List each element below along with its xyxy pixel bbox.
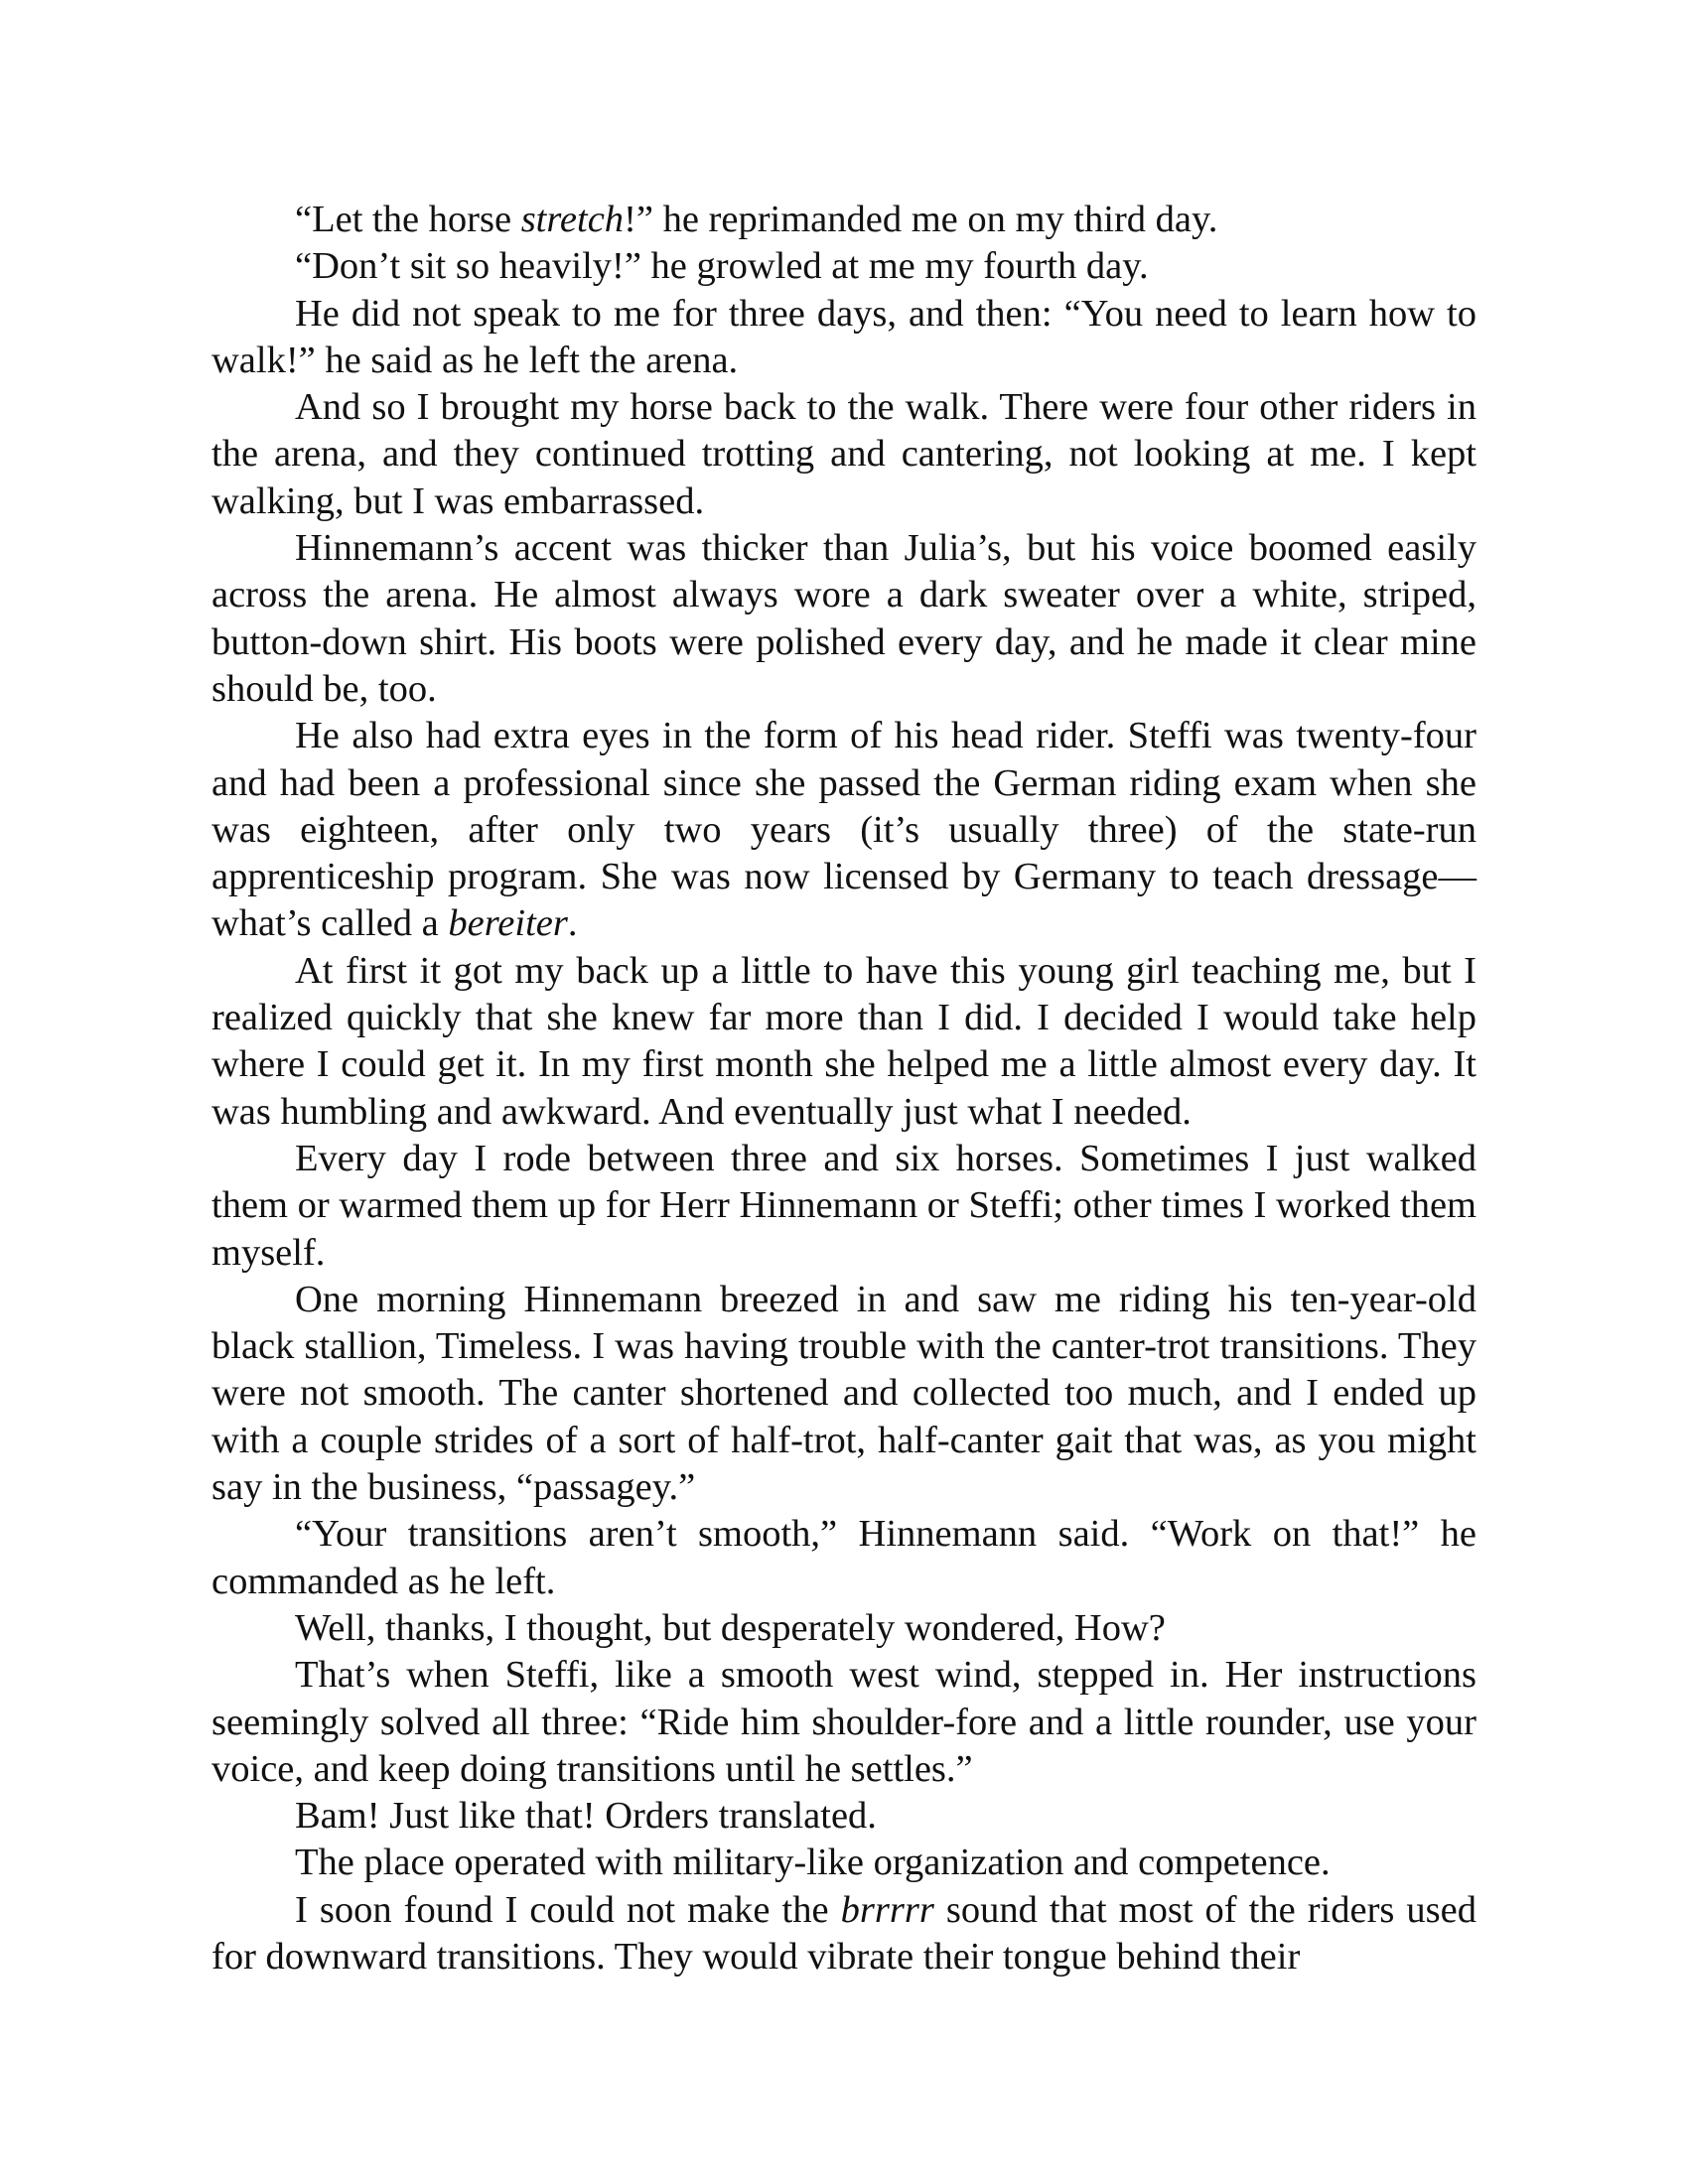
paragraph-13: Bam! Just like that! Orders translated. (295, 1795, 877, 1838)
paragraph-14: The place operated with military-like organization and competence. (295, 1842, 1331, 1884)
paragraph-15: I soon found I could not make the brrrrr sound that most of the riders used for downward transitions. They would vibrate their tongue behind their (211, 1888, 1477, 1978)
emphasis-stretch: stretch (520, 199, 625, 240)
paragraph-4: And so I brought my horse back to the walk. There were four other riders in the arena, and they continued trotting and cantering, not looking at me. I kept walking, but I was embarrassed. (211, 386, 1477, 522)
paragraph-6: He also had extra eyes in the form of his head rider. Steffi was twenty-four and had been a professional since she passed the German riding exam when she was eighteen, after only two years (it’s usually three) of the state-run apprenticeship program. She was now licensed by Germany to teach dressage—what’s called a bereiter. (211, 715, 1477, 945)
paragraph-1: “Let the horse stretch!” he reprimanded me on my third day. (295, 199, 1218, 240)
paragraph-2: “Don’t sit so heavily!” he growled at me my fourth day. (295, 245, 1149, 288)
emphasis-bereiter: bereiter (448, 902, 568, 945)
paragraph-8: Every day I rode between three and six horses. Sometimes I just walked them or warmed them up for Herr Hinnemann or Steffi; other times I worked them myself. (211, 1137, 1477, 1274)
emphasis-brrrrr: brrrrr (840, 1888, 934, 1931)
body-text (211, 197, 1477, 1980)
paragraph-5: Hinnemann’s accent was thicker than Julia’s, but his voice boomed easily across the arena. He almost always wore a dark sweater over a white, striped, button-down shirt. His boots were polished every day, and he made it clear mine should be, too. (211, 527, 1477, 710)
paragraph-3: He did not speak to me for three days, and then: “You need to learn how to walk!” he said as he left the arena. (211, 292, 1477, 381)
paragraph-9: One morning Hinnemann breezed in and saw me riding his ten-year-old black stallion, Timeless. I was having trouble with the canter-trot transitions. They were not smooth. The canter shortened and collected too much, and I ended up with a couple strides of a sort of half-trot, half-canter gait that was, as you might say in the business, “passagey.” (211, 1278, 1477, 1509)
paragraph-11: Well, thanks, I thought, but desperately wondered, How? (295, 1606, 1166, 1649)
paragraph-7: At first it got my back up a little to have this young girl teaching me, but I realized quickly that she knew far more than I did. I decided I would take help where I could get it. In my first month she helped me a little almost every day. It was humbling and awkward. And eventually just what I needed. (211, 949, 1477, 1133)
paragraph-12: That’s when Steffi, like a smooth west wind, stepped in. Her instructions seemingly solved all three: “Ride him shoulder-fore and a little rounder, use your voice, and keep doing transitions until he settles.” (211, 1654, 1477, 1790)
paragraph-10: “Your transitions aren’t smooth,” Hinnemann said. “Work on that!” he commanded as he left. (211, 1513, 1477, 1602)
